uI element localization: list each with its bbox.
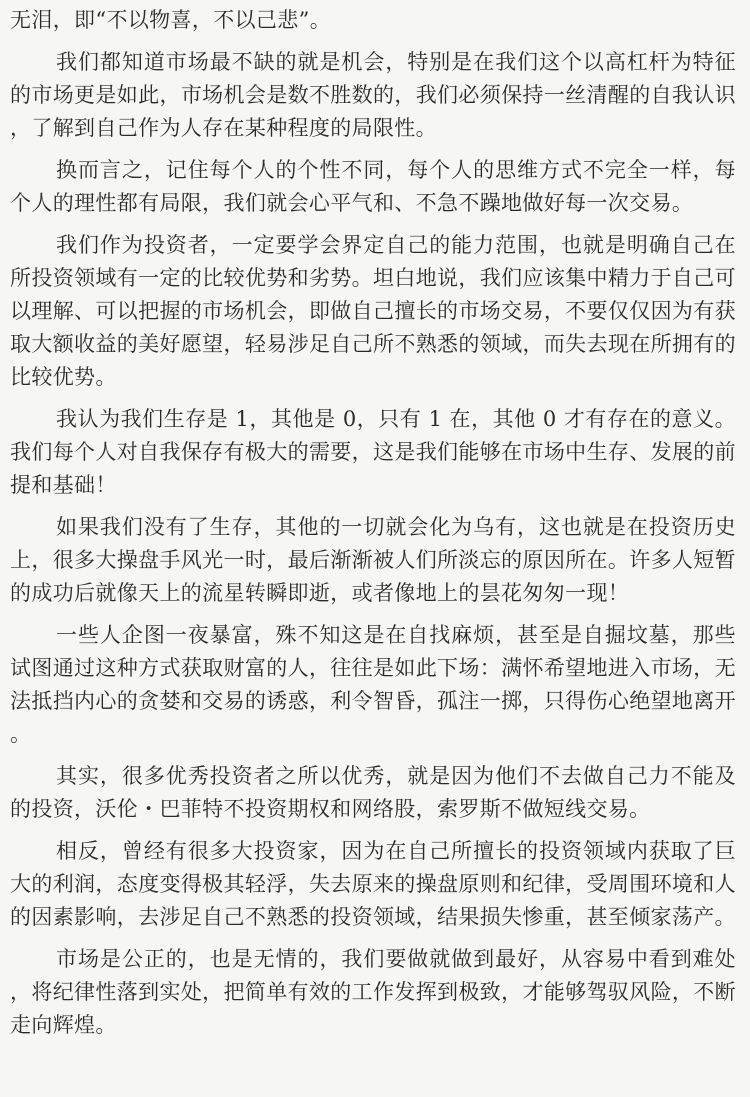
paragraph-big-investors-fail: 相反，曾经有很多大投资家，因为在自己所擅长的投资领域内获取了巨大的利润，态度变得极其轻浮，失去原来的操盘原则和纪律，受周围环境和人的因素影响，去涉足自己不熟悉的投资领域，结果损失惨重，甚至倾家荡产。 — [10, 839, 736, 929]
paragraph-survival-first: 我认为我们生存是 1，其他是 0，只有 1 在，其他 0 才有存在的意义。我们每个人对自我保存有极大的需要，这是我们能够在市场中生存、发展的前提和基础！ — [10, 407, 736, 497]
paragraph-without-survival: 如果我们没有了生存，其他的一切就会化为乌有，这也就是在投资历史上，很多大操盘手风光一时，最后渐渐被人们所淡忘的原因所在。许多人短暂的成功后就像天上的流星转瞬即逝，或者像地上的昙花匆匆一现！ — [10, 515, 736, 605]
paragraph-excellent-investors: 其实，很多优秀投资者之所以优秀，就是因为他们不去做自己力不能及的投资，沃伦・巴菲特不投资期权和网络股，索罗斯不做短线交易。 — [10, 764, 736, 821]
paragraph-get-rich-quick: 一些人企图一夜暴富，殊不知这是在自找麻烦，甚至是自掘坟墓，那些试图通过这种方式获取财富的人，往往是如此下场：满怀希望地进入市场，无法抵挡内心的贪婪和交易的诱惑，利令智昏，孤注一掷，只得伤心绝望地离开。 — [10, 623, 736, 746]
paragraph-personality-limits: 换而言之，记住每个人的个性不同，每个人的思维方式不完全一样，每个人的理性都有局限，我们就会心平气和、不急不躁地做好每一次交易。 — [10, 158, 736, 215]
paragraph-market-opportunity: 我们都知道市场最不缺的就是机会，特别是在我们这个以高杠杆为特征的市场更是如此，市场机会是数不胜数的，我们必须保持一丝清醒的自我认识，了解到自己作为人存在某种程度的局限性。 — [10, 50, 736, 140]
paragraph-market-fair: 市场是公正的，也是无情的，我们要做就做到最好，从容易中看到难处，将纪律性落到实处，把简单有效的工作发挥到极致，才能够驾驭风险，不断走向辉煌。 — [10, 947, 736, 1037]
paragraph-continuation: 无泪，即“不以物喜，不以己悲”。 — [10, 8, 332, 32]
paragraph-ability-range: 我们作为投资者，一定要学会界定自己的能力范围，也就是明确自己在所投资领域有一定的比较优势和劣势。坦白地说，我们应该集中精力于自己可以理解、可以把握的市场机会，即做自己擅长的市场交易，不要仅仅因为有获取大额收益的美好愿望，轻易涉足自己所不熟悉的领域，而失去现在所拥有的比较优势。 — [10, 233, 736, 389]
